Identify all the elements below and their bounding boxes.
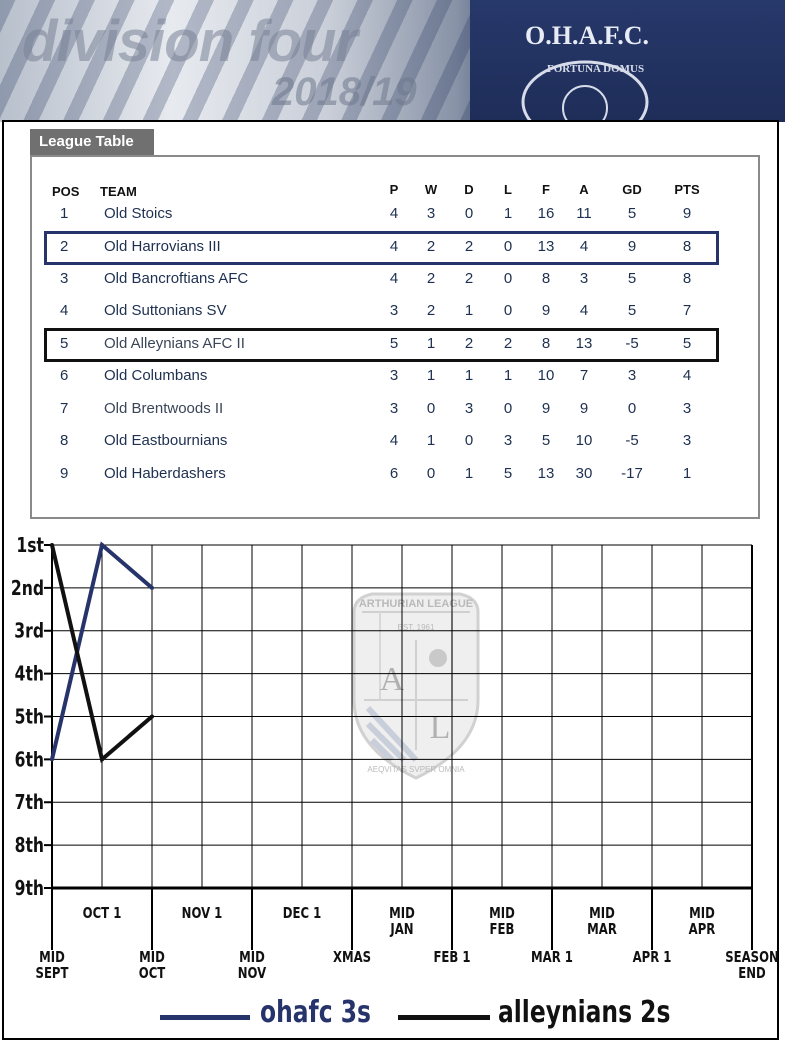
table-cell-gd: 0 (627, 400, 637, 417)
table-cell-f: 13 (537, 465, 555, 482)
table-cell-a: 30 (575, 465, 593, 482)
table-cell-f: 8 (541, 270, 551, 287)
x-tick-label-top: MID FEB (489, 905, 515, 939)
table-cell-w: 1 (426, 432, 436, 449)
table-cell-gd: 5 (627, 270, 637, 287)
x-tick-label-top: OCT 1 (82, 905, 122, 923)
table-cell-w: 1 (426, 335, 436, 352)
watermark-title: ARTHURIAN LEAGUE (358, 598, 474, 610)
column-header-p: P (389, 182, 399, 197)
x-axis-ticks (36, 888, 779, 982)
table-cell-f: 10 (537, 367, 555, 384)
table-cell-team[interactable]: Old Alleynians AFC II (104, 335, 245, 352)
y-tick-label: 9th (14, 877, 44, 901)
table-cell-l: 0 (503, 400, 513, 417)
table-cell-a: 11 (576, 205, 592, 222)
league-table-tab[interactable]: League Table (30, 129, 154, 155)
table-cell-a: 4 (579, 238, 589, 255)
legend-label-alleynians: alleynians 2s (498, 995, 671, 1030)
division-title: division four (22, 9, 357, 74)
table-cell-w: 0 (426, 400, 436, 417)
table-cell-p: 4 (389, 270, 399, 287)
table-cell-pts: 1 (682, 465, 692, 482)
table-cell-pos: 2 (60, 238, 69, 255)
club-crest-icon (505, 10, 665, 120)
y-tick-label: 4th (14, 662, 44, 687)
table-cell-pos: 7 (60, 400, 69, 417)
table-cell-team[interactable]: Old Bancroftians AFC (104, 270, 249, 287)
table-cell-l: 0 (503, 302, 513, 319)
table-cell-gd: 5 (627, 302, 637, 319)
watermark-letter-l: L (429, 709, 451, 746)
table-cell-team[interactable]: Old Harrovians III (104, 238, 221, 255)
series-point-alleynians (100, 757, 104, 761)
table-cell-w: 2 (426, 238, 436, 255)
y-tick-label: 1st (16, 534, 44, 558)
crest-text: O.H.A.F.C. (525, 21, 649, 50)
column-header-w: W (424, 182, 438, 197)
y-axis-ticks (11, 534, 52, 900)
table-cell-p: 6 (389, 465, 399, 482)
column-header-team: TEAM (100, 184, 137, 199)
series-point-ohafc (100, 543, 104, 547)
table-cell-team[interactable]: Old Stoics (104, 205, 173, 222)
table-cell-gd: 9 (627, 238, 637, 255)
x-tick-label-top: MID APR (688, 905, 716, 939)
table-cell-a: 9 (579, 400, 589, 417)
table-cell-p: 4 (389, 432, 399, 449)
watermark-est: EST. 1961 (397, 623, 435, 632)
x-tick-label-bottom: MID OCT (138, 949, 166, 983)
table-cell-w: 2 (426, 270, 436, 287)
table-cell-pos: 6 (60, 367, 69, 384)
table-cell-w: 2 (426, 302, 436, 319)
table-cell-f: 16 (537, 205, 555, 222)
chart-grid (52, 545, 752, 888)
y-tick-label: 8th (14, 834, 44, 858)
season-title: 2018/19 (272, 70, 417, 114)
table-cell-w: 1 (426, 367, 436, 384)
column-header-a: A (579, 182, 589, 197)
table-cell-pos: 4 (60, 302, 69, 319)
table-cell-p: 3 (389, 367, 399, 384)
table-cell-team[interactable]: Old Haberdashers (104, 465, 226, 482)
table-cell-pos: 3 (60, 270, 69, 287)
watermark-letter-a: A (379, 661, 405, 698)
table-cell-d: 1 (464, 367, 474, 384)
table-cell-p: 3 (389, 302, 399, 319)
table-cell-f: 13 (537, 238, 555, 255)
watermark-motto: AEQVITAS SVPER OMNIA (367, 765, 465, 774)
table-cell-gd: 3 (627, 367, 637, 384)
table-cell-d: 1 (464, 302, 474, 319)
column-header-d: D (464, 182, 474, 197)
table-cell-l: 2 (503, 335, 513, 352)
arthurian-league-watermark-icon (354, 594, 478, 778)
table-cell-w: 3 (426, 205, 436, 222)
table-cell-p: 3 (389, 400, 399, 417)
table-cell-team[interactable]: Old Eastbournians (104, 432, 228, 449)
table-cell-l: 1 (503, 367, 513, 384)
table-cell-pts: 3 (682, 400, 692, 417)
x-tick-label-top: MID MAR (587, 905, 617, 939)
table-cell-a: 4 (579, 302, 589, 319)
column-header-gd: GD (622, 182, 642, 197)
table-cell-pos: 8 (60, 432, 69, 449)
table-cell-a: 13 (575, 335, 593, 352)
x-tick-label-top: DEC 1 (282, 905, 322, 923)
table-cell-l: 5 (503, 465, 513, 482)
table-cell-l: 1 (503, 205, 513, 222)
legend-label-ohafc: ohafc 3s (260, 995, 371, 1030)
x-tick-label-bottom: MID NOV (237, 949, 267, 983)
table-cell-team[interactable]: Old Suttonians SV (104, 302, 227, 319)
series-point-alleynians (150, 715, 154, 719)
table-cell-pts: 5 (682, 335, 692, 352)
table-cell-pts: 4 (682, 367, 692, 384)
table-cell-l: 0 (503, 238, 513, 255)
table-cell-pts: 9 (682, 205, 692, 222)
table-cell-d: 1 (464, 465, 474, 482)
table-cell-gd: -5 (625, 335, 639, 352)
y-tick-label: 5th (14, 705, 44, 730)
table-cell-pts: 7 (682, 302, 692, 319)
table-cell-a: 10 (575, 432, 593, 449)
y-tick-label: 6th (14, 748, 44, 772)
column-header-pos: POS (52, 184, 80, 199)
column-header-l: L (504, 182, 512, 197)
table-cell-gd: 5 (627, 205, 637, 222)
table-cell-l: 3 (503, 432, 513, 449)
table-cell-d: 2 (464, 335, 474, 352)
crest-motto: FORTUNA DOMUS (547, 63, 645, 75)
header-banner (0, 0, 785, 122)
y-tick-label: 3rd (14, 619, 44, 644)
series-point-ohafc (50, 757, 54, 761)
table-cell-p: 5 (389, 335, 399, 352)
table-cell-pos: 5 (60, 335, 69, 352)
x-tick-label-bottom: XMAS (332, 949, 372, 967)
table-cell-pts: 8 (682, 238, 692, 255)
table-cell-f: 9 (541, 302, 551, 319)
column-header-f: F (542, 182, 550, 197)
table-cell-f: 5 (541, 432, 551, 449)
table-cell-d: 2 (464, 270, 474, 287)
table-cell-w: 0 (426, 465, 436, 482)
x-tick-label-bottom: APR 1 (632, 949, 672, 967)
x-tick-label-bottom: FEB 1 (433, 949, 471, 967)
legend-line-ohafc (160, 1015, 250, 1020)
legend-line-alleynians (398, 1015, 490, 1020)
x-tick-label-bottom: SEASON END (725, 949, 779, 983)
table-cell-team[interactable]: Old Brentwoods II (104, 400, 224, 417)
table-cell-d: 3 (464, 400, 474, 417)
y-tick-label: 2nd (10, 577, 44, 601)
table-cell-d: 0 (464, 205, 474, 222)
table-cell-gd: -17 (621, 465, 643, 482)
column-header-pts: PTS (674, 182, 700, 197)
table-cell-gd: -5 (625, 432, 639, 449)
y-tick-label: 7th (14, 791, 44, 815)
x-tick-label-bottom: MAR 1 (531, 949, 573, 967)
series-point-alleynians (50, 543, 54, 547)
table-cell-d: 0 (464, 432, 474, 449)
series-point-ohafc (150, 586, 154, 590)
table-cell-f: 9 (541, 400, 551, 417)
x-tick-label-top: NOV 1 (181, 905, 223, 923)
table-cell-l: 0 (503, 270, 513, 287)
table-cell-p: 4 (389, 238, 399, 255)
position-chart (0, 520, 785, 995)
table-cell-f: 8 (541, 335, 551, 352)
table-cell-d: 2 (464, 238, 474, 255)
table-cell-pts: 8 (682, 270, 692, 287)
table-cell-p: 4 (389, 205, 399, 222)
x-tick-label-top: MID JAN (389, 905, 415, 939)
table-cell-pos: 9 (60, 465, 69, 482)
table-cell-pts: 3 (682, 432, 692, 449)
x-tick-label-bottom: MID SEPT (35, 949, 69, 983)
table-cell-a: 7 (579, 367, 589, 384)
table-cell-team[interactable]: Old Columbans (104, 367, 208, 384)
table-cell-pos: 1 (60, 205, 69, 222)
table-cell-a: 3 (579, 270, 589, 287)
